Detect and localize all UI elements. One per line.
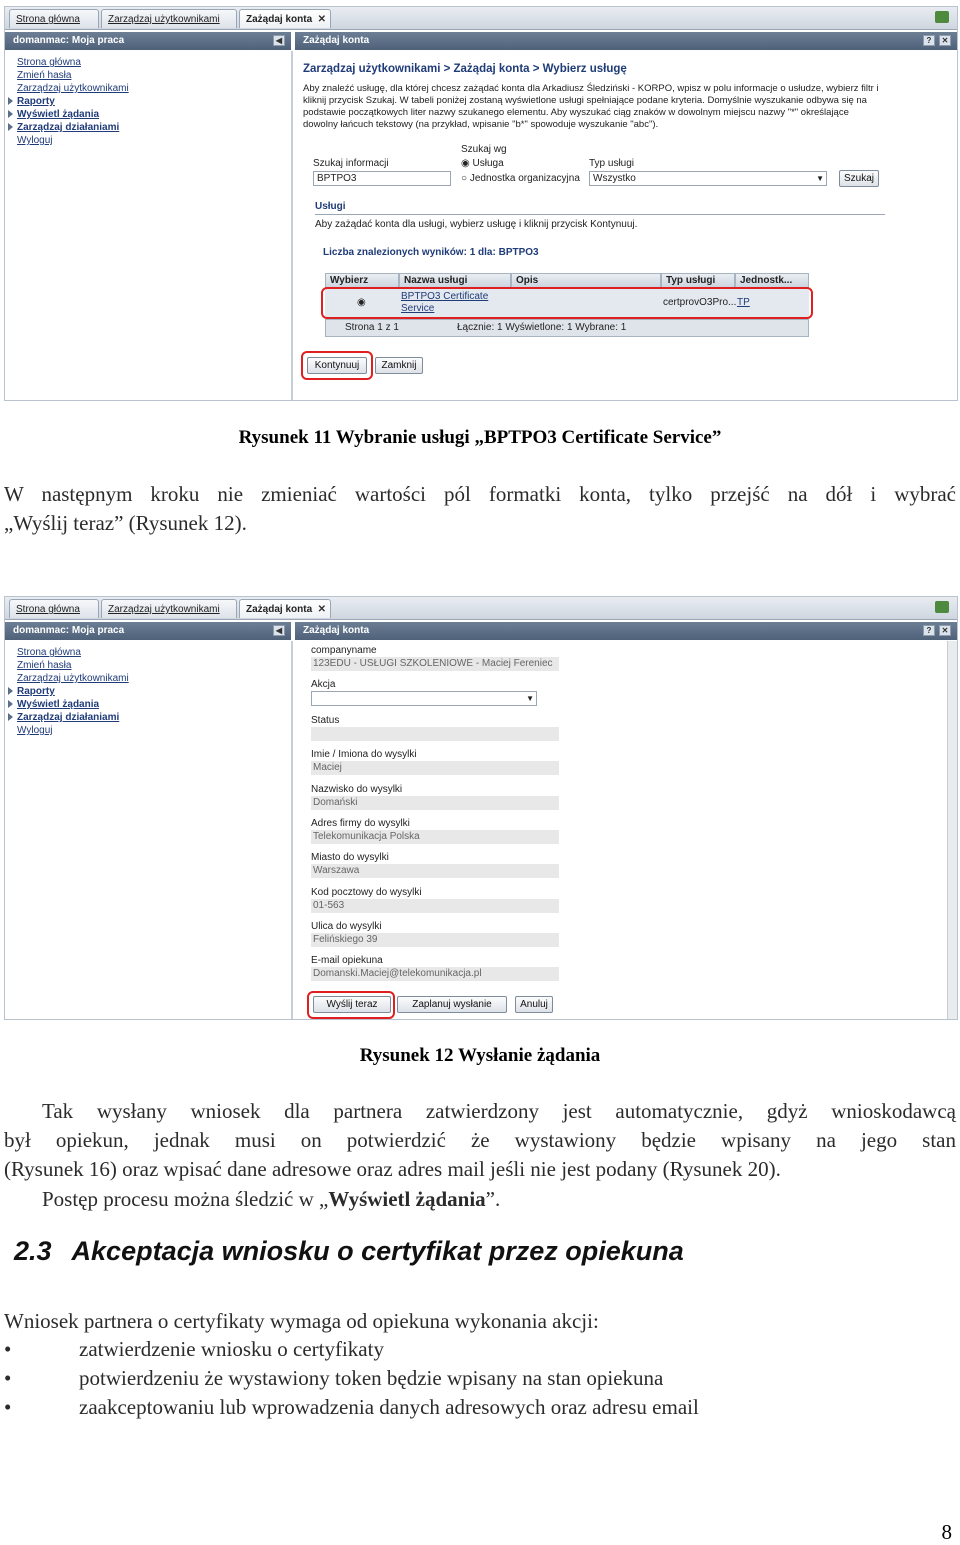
action-select[interactable] (311, 691, 537, 706)
sidebar-item-logout[interactable]: Wyloguj (17, 135, 53, 146)
expand-icon[interactable] (8, 687, 13, 695)
tab-request-account[interactable]: Zażądaj konta ✕ (239, 599, 331, 618)
radio-checked-icon: ◉ (357, 297, 366, 308)
bullet-icon: • (4, 1337, 12, 1361)
expand-icon[interactable] (8, 97, 13, 105)
service-type-label: Typ usługi (589, 158, 635, 169)
field-label-status: Status (311, 715, 340, 726)
sidebar (5, 641, 293, 1019)
sidebar (5, 51, 293, 400)
close-button[interactable]: Zamknij (375, 357, 423, 374)
field-label-city: Miasto do wysylki (311, 852, 389, 863)
sidebar-item-home[interactable]: Strona główna (17, 57, 81, 68)
paragraph-2-line-1: Tak wysłany wniosek dla partnera zatwierdzony jest automatycznie, gdyż wnioskodawcą (42, 1099, 956, 1123)
send-now-button[interactable]: Wyślij teraz (313, 996, 391, 1013)
intro-line-4: dowolny łańcuch tekstowy (na przykład, wpisanie "b*" spowoduje wyszukanie "abc"). (303, 119, 659, 130)
sidebar-item-manage-actions[interactable]: Zarządzaj działaniami (17, 712, 120, 723)
intro-line-3: podstawie początkowych liter nazwy szukanego elementu. Aby wyszukać ciąg znaków w dowolnym miejscu nazwy "*" określające (303, 107, 849, 118)
tab-manage-users[interactable]: Zarządzaj użytkownikami (101, 9, 237, 28)
continue-button[interactable]: Kontynuuj (307, 357, 367, 374)
main-pane (295, 51, 957, 400)
collapse-icon[interactable]: ◀ (273, 35, 285, 46)
field-label-last-name: Nazwisko do wysylki (311, 784, 403, 795)
sidebar-item-manage-actions[interactable]: Zarządzaj działaniami (17, 122, 120, 133)
bullet-icon: • (4, 1395, 12, 1419)
paragraph-4: Wniosek partnera o certyfikaty wymaga od opiekuna wykonania akcji: (4, 1309, 599, 1333)
page-number: 8 (941, 1520, 952, 1544)
sidebar-item-reports[interactable]: Raporty (17, 96, 55, 107)
bullet-icon: • (4, 1366, 12, 1390)
help-icon[interactable] (935, 11, 949, 23)
sidebar-item-view-requests[interactable]: Wyświetl żądania (17, 699, 100, 710)
help-icon[interactable]: ? (923, 625, 935, 636)
tab-manage-users[interactable]: Zarządzaj użytkownikami (101, 599, 237, 618)
chevron-down-icon: ▼ (526, 694, 534, 703)
section-heading: 2.3 Akceptacja wniosku o certyfikat przez opiekuna (14, 1236, 684, 1266)
field-value-companyname: 123EDU - USŁUGI SZKOLENIOWE - Maciej Fereniec (311, 657, 559, 671)
column-header-description[interactable]: Opis (511, 273, 661, 289)
column-header-service-type[interactable]: Typ usługi (661, 273, 735, 289)
right-pane-title: Zażądaj konta ? ✕ (295, 32, 957, 50)
close-icon[interactable]: ✕ (939, 35, 951, 46)
paragraph-1-line-2: „Wyślij teraz” (Rysunek 12). (4, 511, 247, 535)
expand-icon[interactable] (8, 123, 13, 131)
row-unit[interactable]: TP (737, 297, 750, 308)
pager-page: Strona 1 z 1 (345, 322, 399, 333)
highlight-send-now (307, 991, 395, 1019)
highlight-continue (301, 351, 373, 380)
figure-caption-12: Rysunek 12 Wysłanie żądania (359, 1045, 601, 1066)
column-header-select[interactable]: Wybierz (325, 273, 399, 289)
column-header-unit[interactable]: Jednostk... (735, 273, 809, 289)
expand-icon[interactable] (8, 700, 13, 708)
tab-request-account[interactable]: Zażądaj konta ✕ (239, 9, 331, 28)
field-value-status (311, 727, 559, 741)
field-value-postal-code: 01-563 (311, 899, 559, 913)
field-label-first-name: Imie / Imiona do wysylki (311, 749, 417, 760)
intro-line-1: Aby znaleźć usługę, dla której chcesz zażądać konta dla Arkadiusz Śledziński - KORPO, wpisz w polu informacje o usłudze, wybierz filtr i (303, 83, 879, 94)
paragraph-2-line-2: był opiekun, jednak musi on potwierdzić że wystawiony będzie wpisany na jego stan (4, 1128, 956, 1152)
expand-icon[interactable] (8, 110, 13, 118)
services-heading: Usługi (315, 201, 346, 212)
search-by-label: Szukaj wg (461, 144, 507, 155)
radio-service[interactable]: ◉ Usługa (461, 158, 504, 169)
field-label-action: Akcja (311, 679, 336, 690)
sidebar-item-manage-users[interactable]: Zarządzaj użytkownikami (17, 673, 129, 684)
cancel-button[interactable]: Anuluj (515, 996, 553, 1013)
view-requests-link-text: Wyświetl żądania (328, 1187, 486, 1211)
search-input[interactable]: BPTPO3 (313, 171, 451, 186)
field-value-first-name: Maciej (311, 761, 559, 775)
sidebar-item-manage-users[interactable]: Zarządzaj użytkownikami (17, 83, 129, 94)
field-value-company-address: Telekomunikacja Polska (311, 830, 559, 844)
paragraph-1-line-1: W następnym kroku nie zmieniać wartości pól formatki konta, tylko przejść na dół i wybrać (4, 482, 956, 506)
search-button[interactable]: Szukaj (839, 170, 879, 187)
tab-home[interactable]: Strona główna (9, 599, 99, 618)
breadcrumb: Zarządzaj użytkownikami > Zażądaj konta > Wybierz usługę (303, 63, 627, 75)
tab-home[interactable]: Strona główna (9, 9, 99, 28)
column-header-name[interactable]: Nazwa usługi (399, 273, 511, 289)
main-pane (295, 641, 957, 1019)
close-icon[interactable]: ✕ (939, 625, 951, 636)
field-value-email: Domanski.Maciej@telekomunikacja.pl (311, 967, 559, 981)
intro-line-2: kliknij przycisk Szukaj. W tabeli poniżej zostaną wyświetlone usługi spełniające podane kryteria. Domyślnie wyszukanie odbywa się na (303, 95, 867, 106)
close-icon[interactable]: ✕ (317, 604, 326, 615)
radio-empty-icon: ○ (461, 173, 468, 184)
schedule-button[interactable]: Zaplanuj wysłanie (397, 996, 507, 1013)
left-pane-title: domanmac: Moja praca ◀ (5, 32, 291, 50)
expand-icon[interactable] (8, 713, 13, 721)
paragraph-2-line-3: (Rysunek 16) oraz wpisać dane adresowe oraz adres mail jeśli nie jest podany (Rysunek 20). (4, 1157, 781, 1181)
scrollbar[interactable] (947, 641, 957, 1019)
field-label-email: E-mail opiekuna (311, 955, 383, 966)
pager-stats: Łącznie: 1 Wyświetlone: 1 Wybrane: 1 (457, 322, 627, 333)
sidebar-item-change-passwords[interactable]: Zmień hasła (17, 70, 72, 81)
help-icon[interactable]: ? (923, 35, 935, 46)
tab-bar (5, 7, 957, 30)
tab-bar (5, 597, 957, 620)
radio-unit[interactable]: ○ Jednostka organizacyjna (461, 173, 580, 184)
row-service-type: certprovO3Pro... (663, 297, 737, 308)
screenshot-select-service (4, 6, 958, 401)
row-service-name[interactable]: BPTPO3 Certificate Service (401, 291, 489, 314)
field-label-companyname: companyname (311, 645, 377, 656)
field-value-city: Warszawa (311, 864, 559, 878)
field-label-company-address: Adres firmy do wysylki (311, 818, 410, 829)
results-count: Liczba znalezionych wyników: 1 dla: BPTPO3 (323, 247, 539, 258)
services-hint: Aby zażądać konta dla usługi, wybierz usługę i kliknij przycisk Kontynuuj. (315, 219, 638, 230)
close-icon[interactable]: ✕ (317, 14, 326, 25)
radio-checked-icon: ◉ (461, 158, 470, 169)
right-pane-title: Zażądaj konta ? ✕ (295, 622, 957, 640)
divider (315, 214, 885, 215)
field-label-postal-code: Kod pocztowy do wysylki (311, 887, 422, 898)
chevron-down-icon: ▼ (816, 174, 824, 183)
collapse-icon[interactable]: ◀ (273, 625, 285, 636)
field-label-street: Ulica do wysylki (311, 921, 382, 932)
sidebar-item-change-passwords[interactable]: Zmień hasła (17, 660, 72, 671)
field-value-last-name: Domański (311, 796, 559, 810)
left-pane-title: domanmac: Moja praca ◀ (5, 622, 291, 640)
sidebar-item-reports[interactable]: Raporty (17, 686, 55, 697)
figure-caption-11: Rysunek 11 Wybranie usługi „BPTPO3 Certificate Service” (238, 427, 722, 448)
sidebar-item-logout[interactable]: Wyloguj (17, 725, 53, 736)
search-label: Szukaj informacji (313, 158, 389, 169)
sidebar-item-view-requests[interactable]: Wyświetl żądania (17, 109, 100, 120)
service-type-select[interactable]: Wszystko ▼ (589, 171, 827, 186)
field-value-street: Felińskiego 39 (311, 933, 559, 947)
sidebar-item-home[interactable]: Strona główna (17, 647, 81, 658)
help-icon[interactable] (935, 601, 949, 613)
highlight-row (321, 287, 813, 319)
screenshot-request-account (4, 596, 958, 1020)
paragraph-3: Postęp procesu można śledzić w „Wyświetl żądania”. (42, 1187, 501, 1211)
